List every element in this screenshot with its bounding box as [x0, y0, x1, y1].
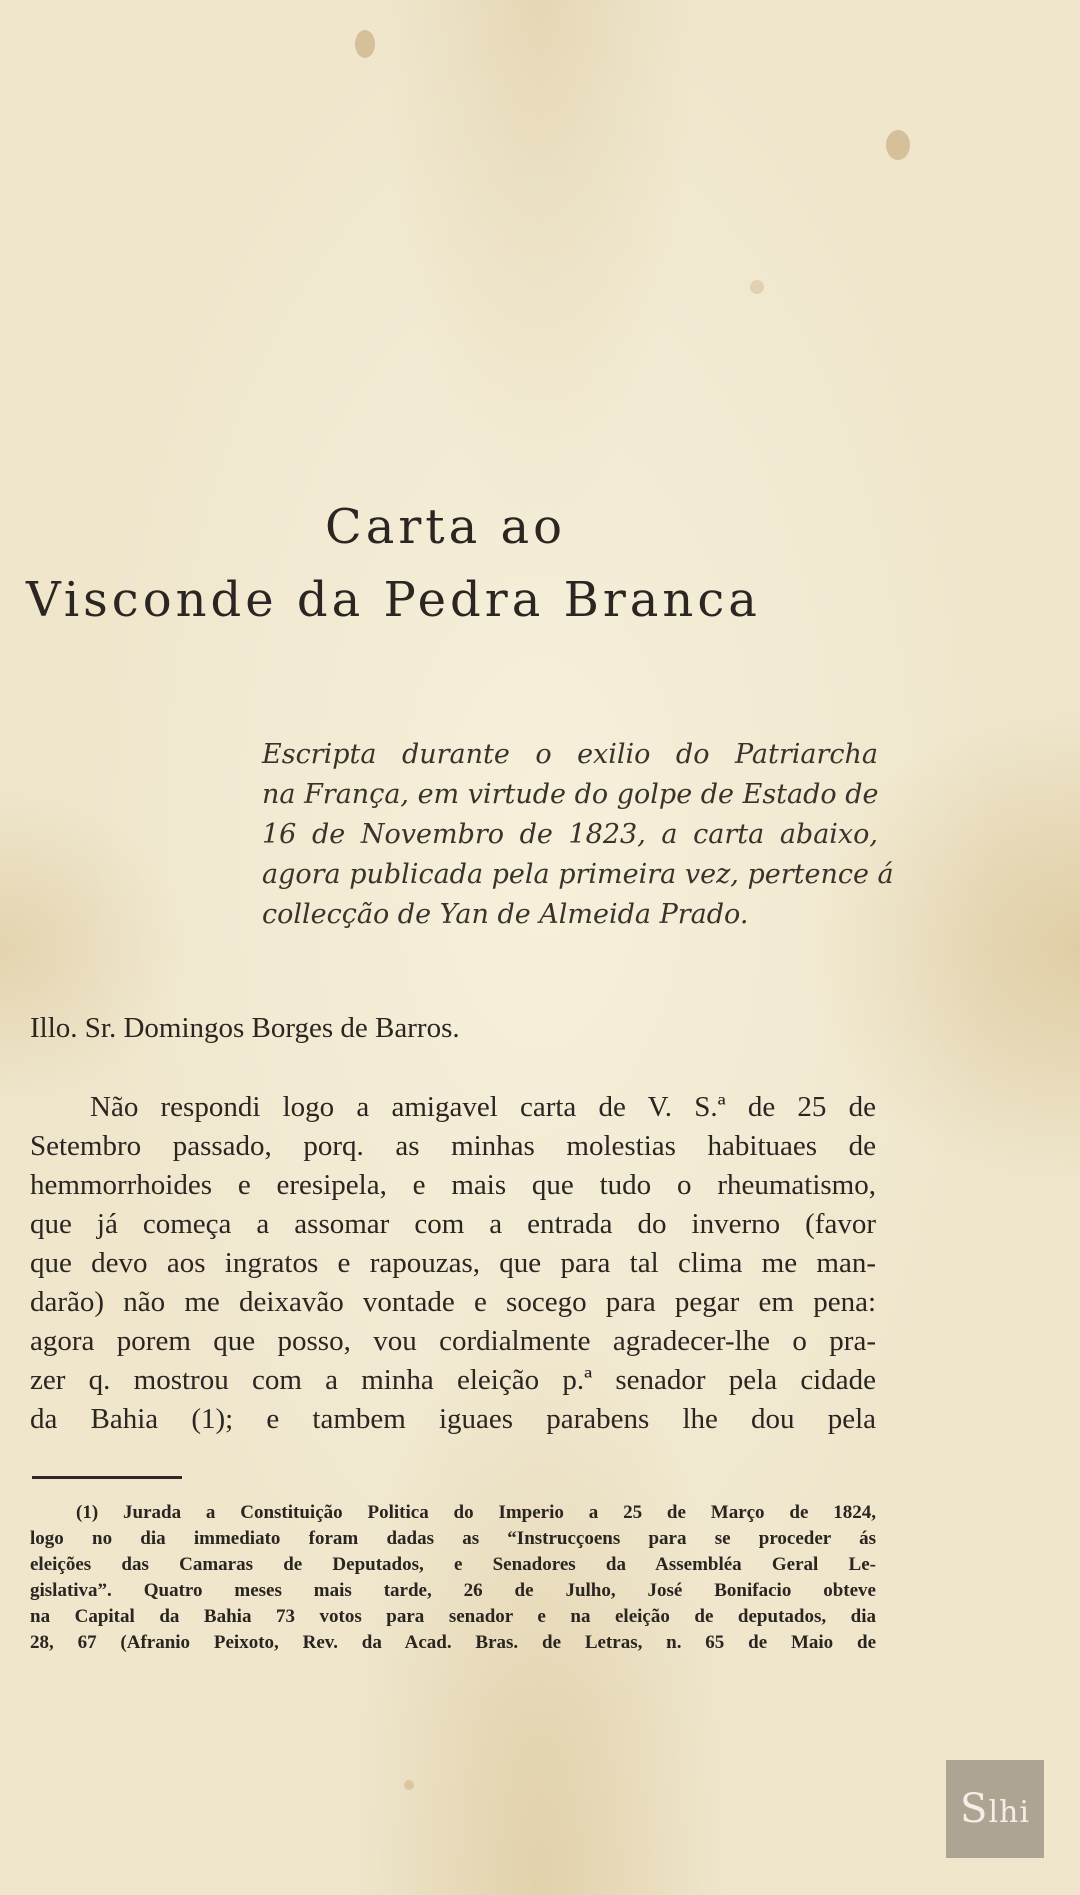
intro-line: collecção de Yan de Almeida Prado.: [262, 899, 749, 930]
intro-paragraph: [262, 735, 894, 935]
footnote-line: logo no dia immediato foram dadas as “Instrucçoens para se proceder ás: [30, 1528, 876, 1549]
paper-stain: [355, 30, 375, 58]
salutation: Illo. Sr. Domingos Borges de Barros.: [30, 1012, 460, 1044]
letter-body: [30, 1088, 876, 1439]
paper-stain: [404, 1780, 414, 1790]
footnote-line: eleições das Camaras de Deputados, e Senadores da Assembléa Geral Le-: [30, 1554, 876, 1575]
intro-line: Escripta durante o exilio do Patriarcha: [262, 739, 878, 770]
body-line: hemmorrhoides e eresipela, e mais que tudo o rheumatismo,: [30, 1169, 876, 1201]
intro-line: na França, em virtude do golpe de Estado de: [262, 779, 879, 810]
body-line: zer q. mostrou com a minha eleição p.ª senador pela cidade: [30, 1364, 876, 1396]
paper-stain: [750, 280, 764, 294]
paper-stain: [886, 130, 910, 160]
watermark-letter: S: [960, 1786, 989, 1832]
footnote-line: 28, 67 (Afranio Peixoto, Rev. da Acad. Bras. de Letras, n. 65 de Maio de: [30, 1632, 876, 1653]
footnote-divider: [32, 1476, 182, 1479]
body-line: que devo aos ingratos e rapouzas, que para tal clima me man-: [30, 1247, 876, 1279]
watermark-bar: l: [988, 1795, 1000, 1830]
body-line: agora porem que posso, vou cordialmente agradecer-lhe o pra-: [30, 1325, 876, 1357]
footnote: [30, 1500, 876, 1656]
body-line: Não respondi logo a amigavel carta de V. S.ª de 25 de: [90, 1091, 876, 1123]
body-line: que já começa a assomar com a entrada do inverno (favor: [30, 1208, 876, 1240]
intro-line: 16 de Novembro de 1823, a carta abaixo,: [262, 819, 878, 850]
title-line-1: Carta ao: [325, 499, 566, 555]
body-line: Setembro passado, porq. as minhas molestias habituaes de: [30, 1130, 876, 1162]
library-watermark-logo: [946, 1760, 1044, 1858]
watermark-letters: hi: [999, 1795, 1030, 1830]
footnote-line: na Capital da Bahia 73 votos para senador e na eleição de deputados, dia: [30, 1606, 876, 1627]
body-line: da Bahia (1); e tambem iguaes parabens lhe dou pela: [30, 1403, 876, 1435]
title-line-2: Visconde da Pedra Branca: [26, 572, 761, 628]
intro-line: agora publicada pela primeira vez, pertence á: [262, 859, 894, 890]
footnote-line: gislativa”. Quatro meses mais tarde, 26 de Julho, José Bonifacio obteve: [30, 1580, 876, 1601]
footnote-line: (1) Jurada a Constituição Politica do Imperio a 25 de Março de 1824,: [76, 1502, 876, 1523]
body-line: darão) não me deixavão vontade e socego para pegar em pena:: [30, 1286, 876, 1318]
